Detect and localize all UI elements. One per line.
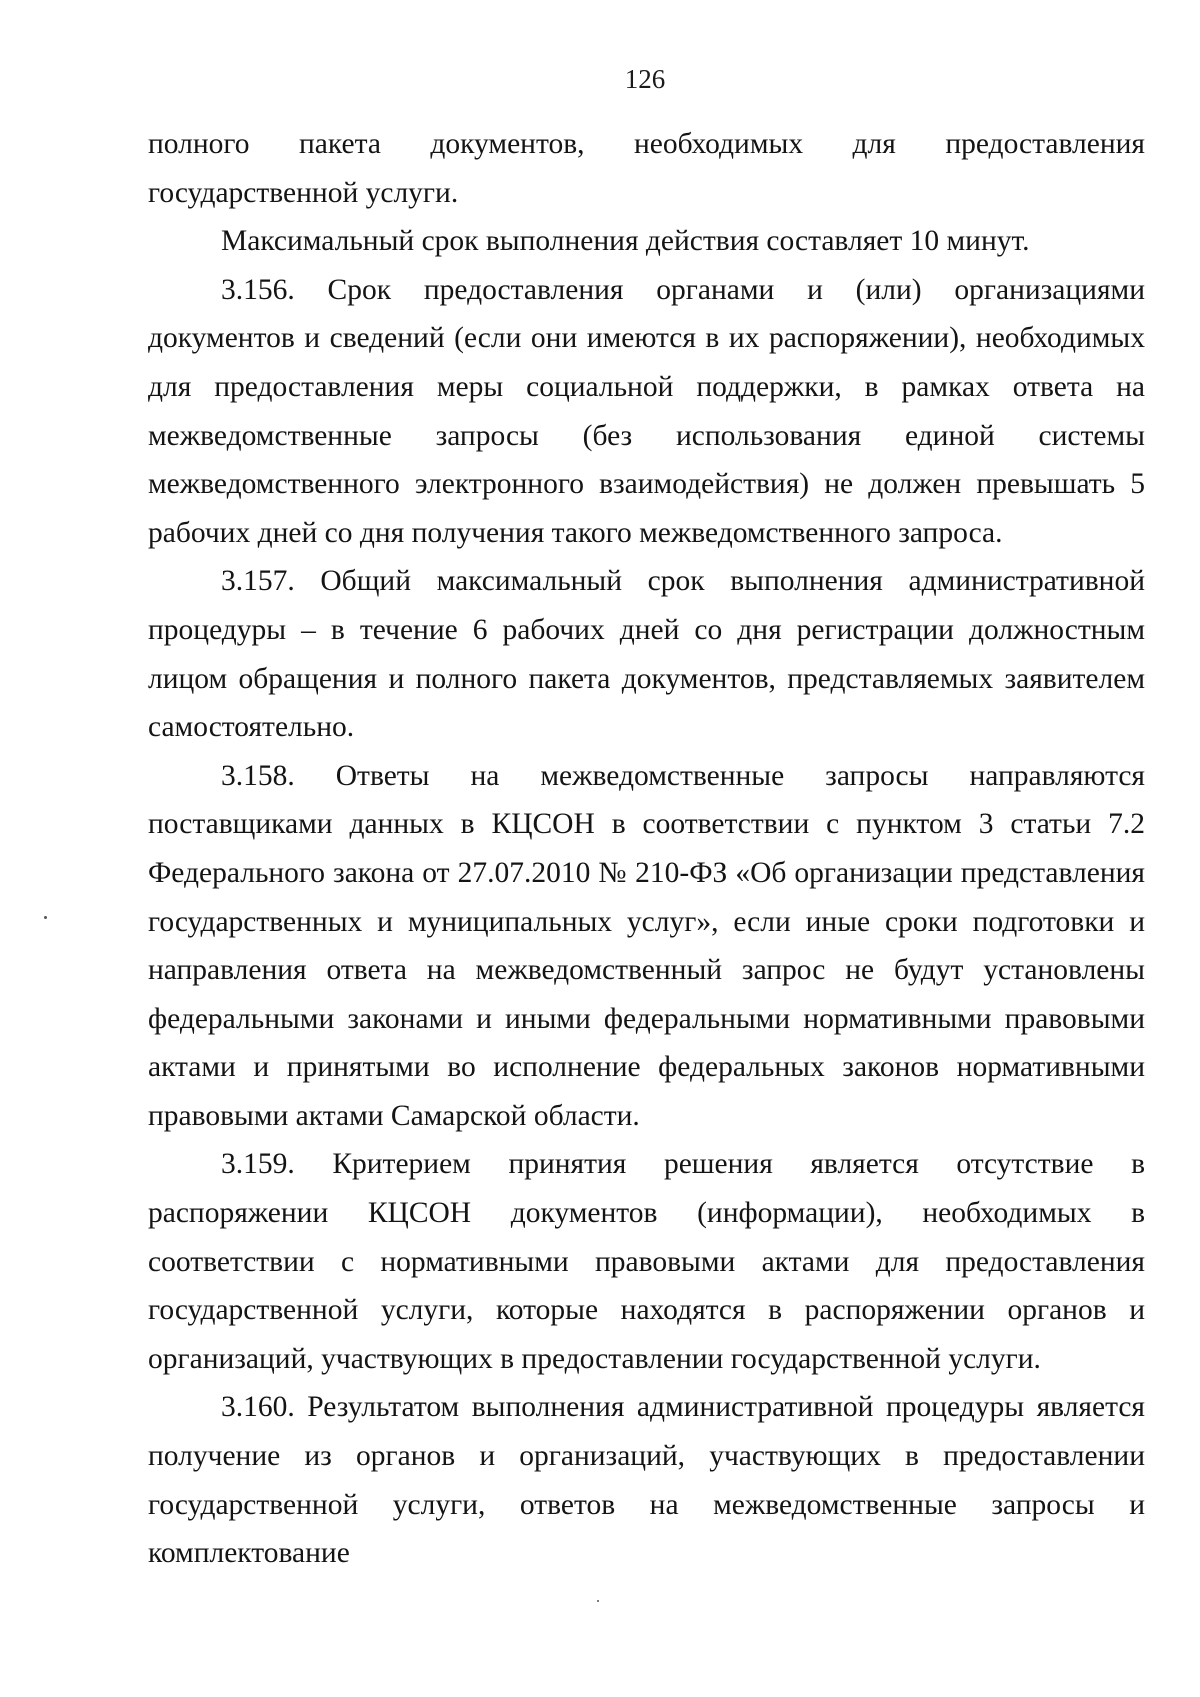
scan-speck-left: [44, 916, 47, 919]
document-body: [148, 120, 1145, 1578]
paragraph-3-160: 3.160. Результатом выполнения административной процедуры является получение из органов и организаций, участвующих в предоставлении государственной услуги, ответов на межведомственные запросы и комплектование: [148, 1391, 1145, 1570]
paragraph-3-159: 3.159. Критерием принятия решения является отсутствие в распоряжении КЦСОН документов (информации), необходимых в соответствии с нормативными правовыми актами для предоставления государственной услуги, которые находятся в распоряжении органов и организаций, участвующих в предоставлении государственной услуги.: [148, 1148, 1145, 1375]
paragraph-continuation: полного пакета документов, необходимых для предоставления государственной услуги.: [148, 128, 1145, 209]
paragraph-3-158: 3.158. Ответы на межведомственные запросы направляются поставщиками данных в КЦСОН в соответствии с пунктом 3 статьи 7.2 Федерального закона от 27.07.2010 № 210-ФЗ «Об организации представления государственных и муниципальных услуг», если иные сроки подготовки и направления ответа на межведомственный запрос не будут установлены федеральными законами и иными федеральными нормативными правовыми актами и принятыми во исполнение федеральных законов нормативными правовыми актами Самарской области.: [148, 759, 1145, 1132]
paragraph-3-157: 3.157. Общий максимальный срок выполнения административной процедуры – в течение 6 рабочих дней со дня регистрации должностным лицом обращения и полного пакета документов, представляемых заявителем самостоятельно.: [148, 565, 1145, 744]
page-number: 126: [624, 64, 666, 94]
paragraph-max-time: Максимальный срок выполнения действия составляет 10 минут.: [221, 225, 1030, 258]
scan-speck-bottom: [597, 1600, 599, 1602]
paragraph-3-156: 3.156. Срок предоставления органами и (или) организациями документов и сведений (если они имеются в их распоряжении), необходимых для предоставления меры социальной поддержки, в рамках ответа на межведомственные запросы (без использования единой системы межведомственного электронного взаимодействия) не должен превышать 5 рабочих дней со дня получения такого межведомственного запроса.: [148, 273, 1145, 549]
